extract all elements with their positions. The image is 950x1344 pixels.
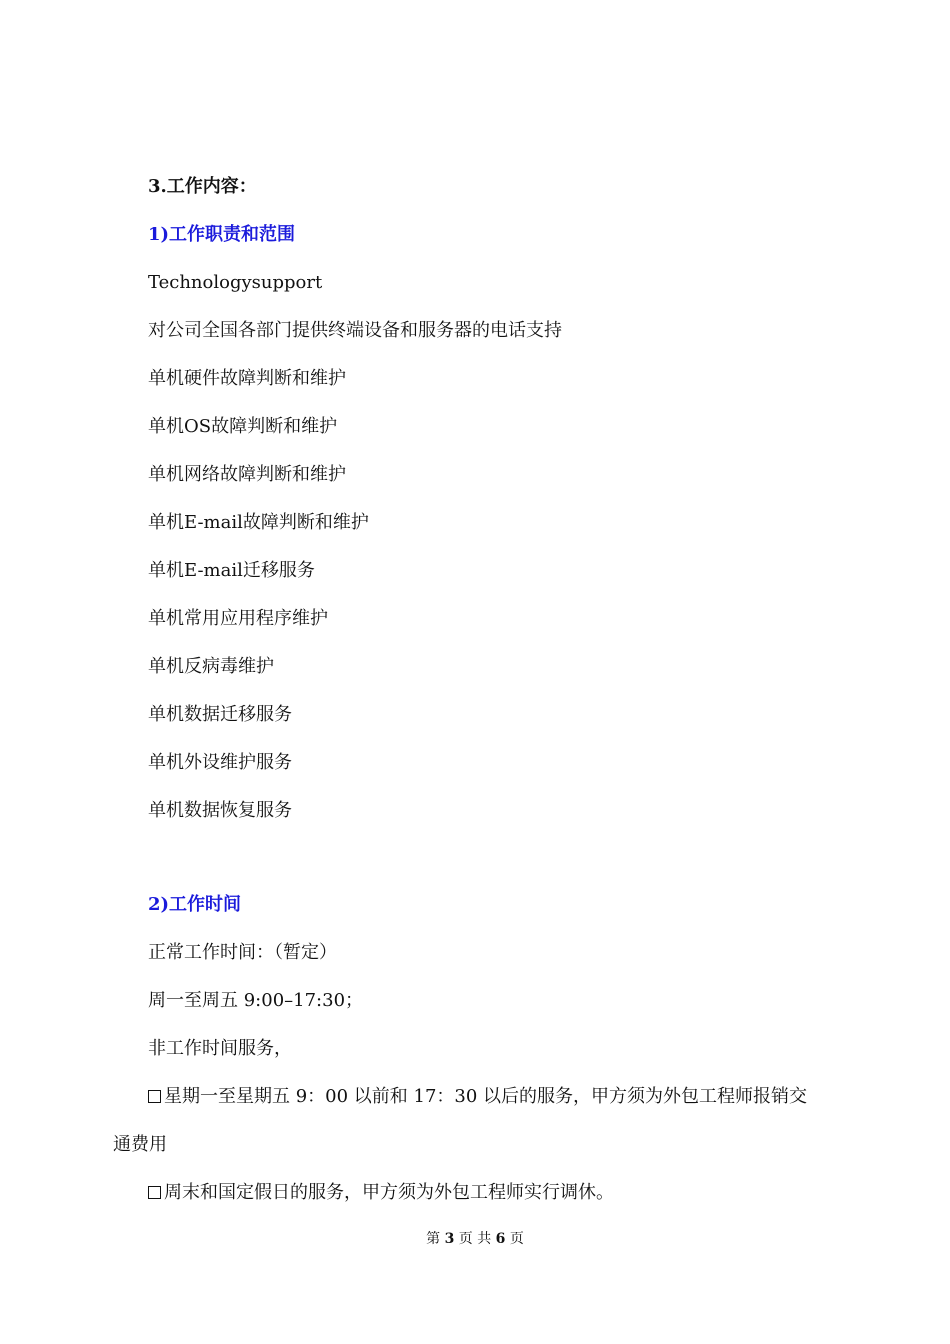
- off-hours-bullet-weekday: [148, 1085, 807, 1109]
- current-page-number: 3: [444, 1231, 455, 1247]
- normal-hours-label: 正常工作时间：（暂定）: [148, 942, 337, 963]
- scope-item: 单机数据恢复服务: [148, 800, 292, 821]
- bullet-text: 星期一至星期五 9：00 以前和 17：30 以后的服务，甲方须为外包工程师报销交: [164, 1086, 808, 1107]
- checkbox-icon: [148, 1090, 161, 1103]
- scope-item: 对公司全国各部门提供终端设备和服务器的电话支持: [148, 320, 562, 341]
- hours-heading: 2)工作时间: [148, 894, 242, 915]
- normal-hours-value: 周一至周五 9:00–17:30；: [148, 990, 364, 1011]
- total-page-number: 6: [495, 1231, 506, 1247]
- scope-item: 单机E-mail迁移服务: [148, 560, 315, 581]
- scope-item: 单机常用应用程序维护: [148, 608, 328, 629]
- off-hours-label: 非工作时间服务，: [148, 1038, 292, 1059]
- off-hours-bullet-holiday: [148, 1181, 614, 1205]
- checkbox-icon: [148, 1186, 161, 1199]
- page-footer: [0, 1229, 950, 1249]
- footer-suffix: 页: [509, 1231, 524, 1247]
- scope-item: 单机E-mail故障判断和维护: [148, 512, 369, 533]
- scope-item: Technologysupport: [148, 272, 323, 293]
- bullet-text: 周末和国定假日的服务，甲方须为外包工程师实行调休。: [164, 1182, 614, 1203]
- footer-prefix: 第: [426, 1231, 441, 1247]
- scope-item: 单机数据迁移服务: [148, 704, 292, 725]
- scope-item: 单机硬件故障判断和维护: [148, 368, 346, 389]
- footer-middle: 页 共: [458, 1231, 492, 1247]
- section-title: 3.工作内容：: [148, 176, 257, 197]
- scope-item: 单机OS故障判断和维护: [148, 416, 338, 437]
- scope-item: 单机网络故障判断和维护: [148, 464, 346, 485]
- scope-item: 单机外设维护服务: [148, 752, 292, 773]
- scope-item: 单机反病毒维护: [148, 656, 274, 677]
- scope-heading: 1)工作职责和范围: [148, 224, 296, 245]
- bullet-text-continuation: 通费用: [113, 1134, 167, 1155]
